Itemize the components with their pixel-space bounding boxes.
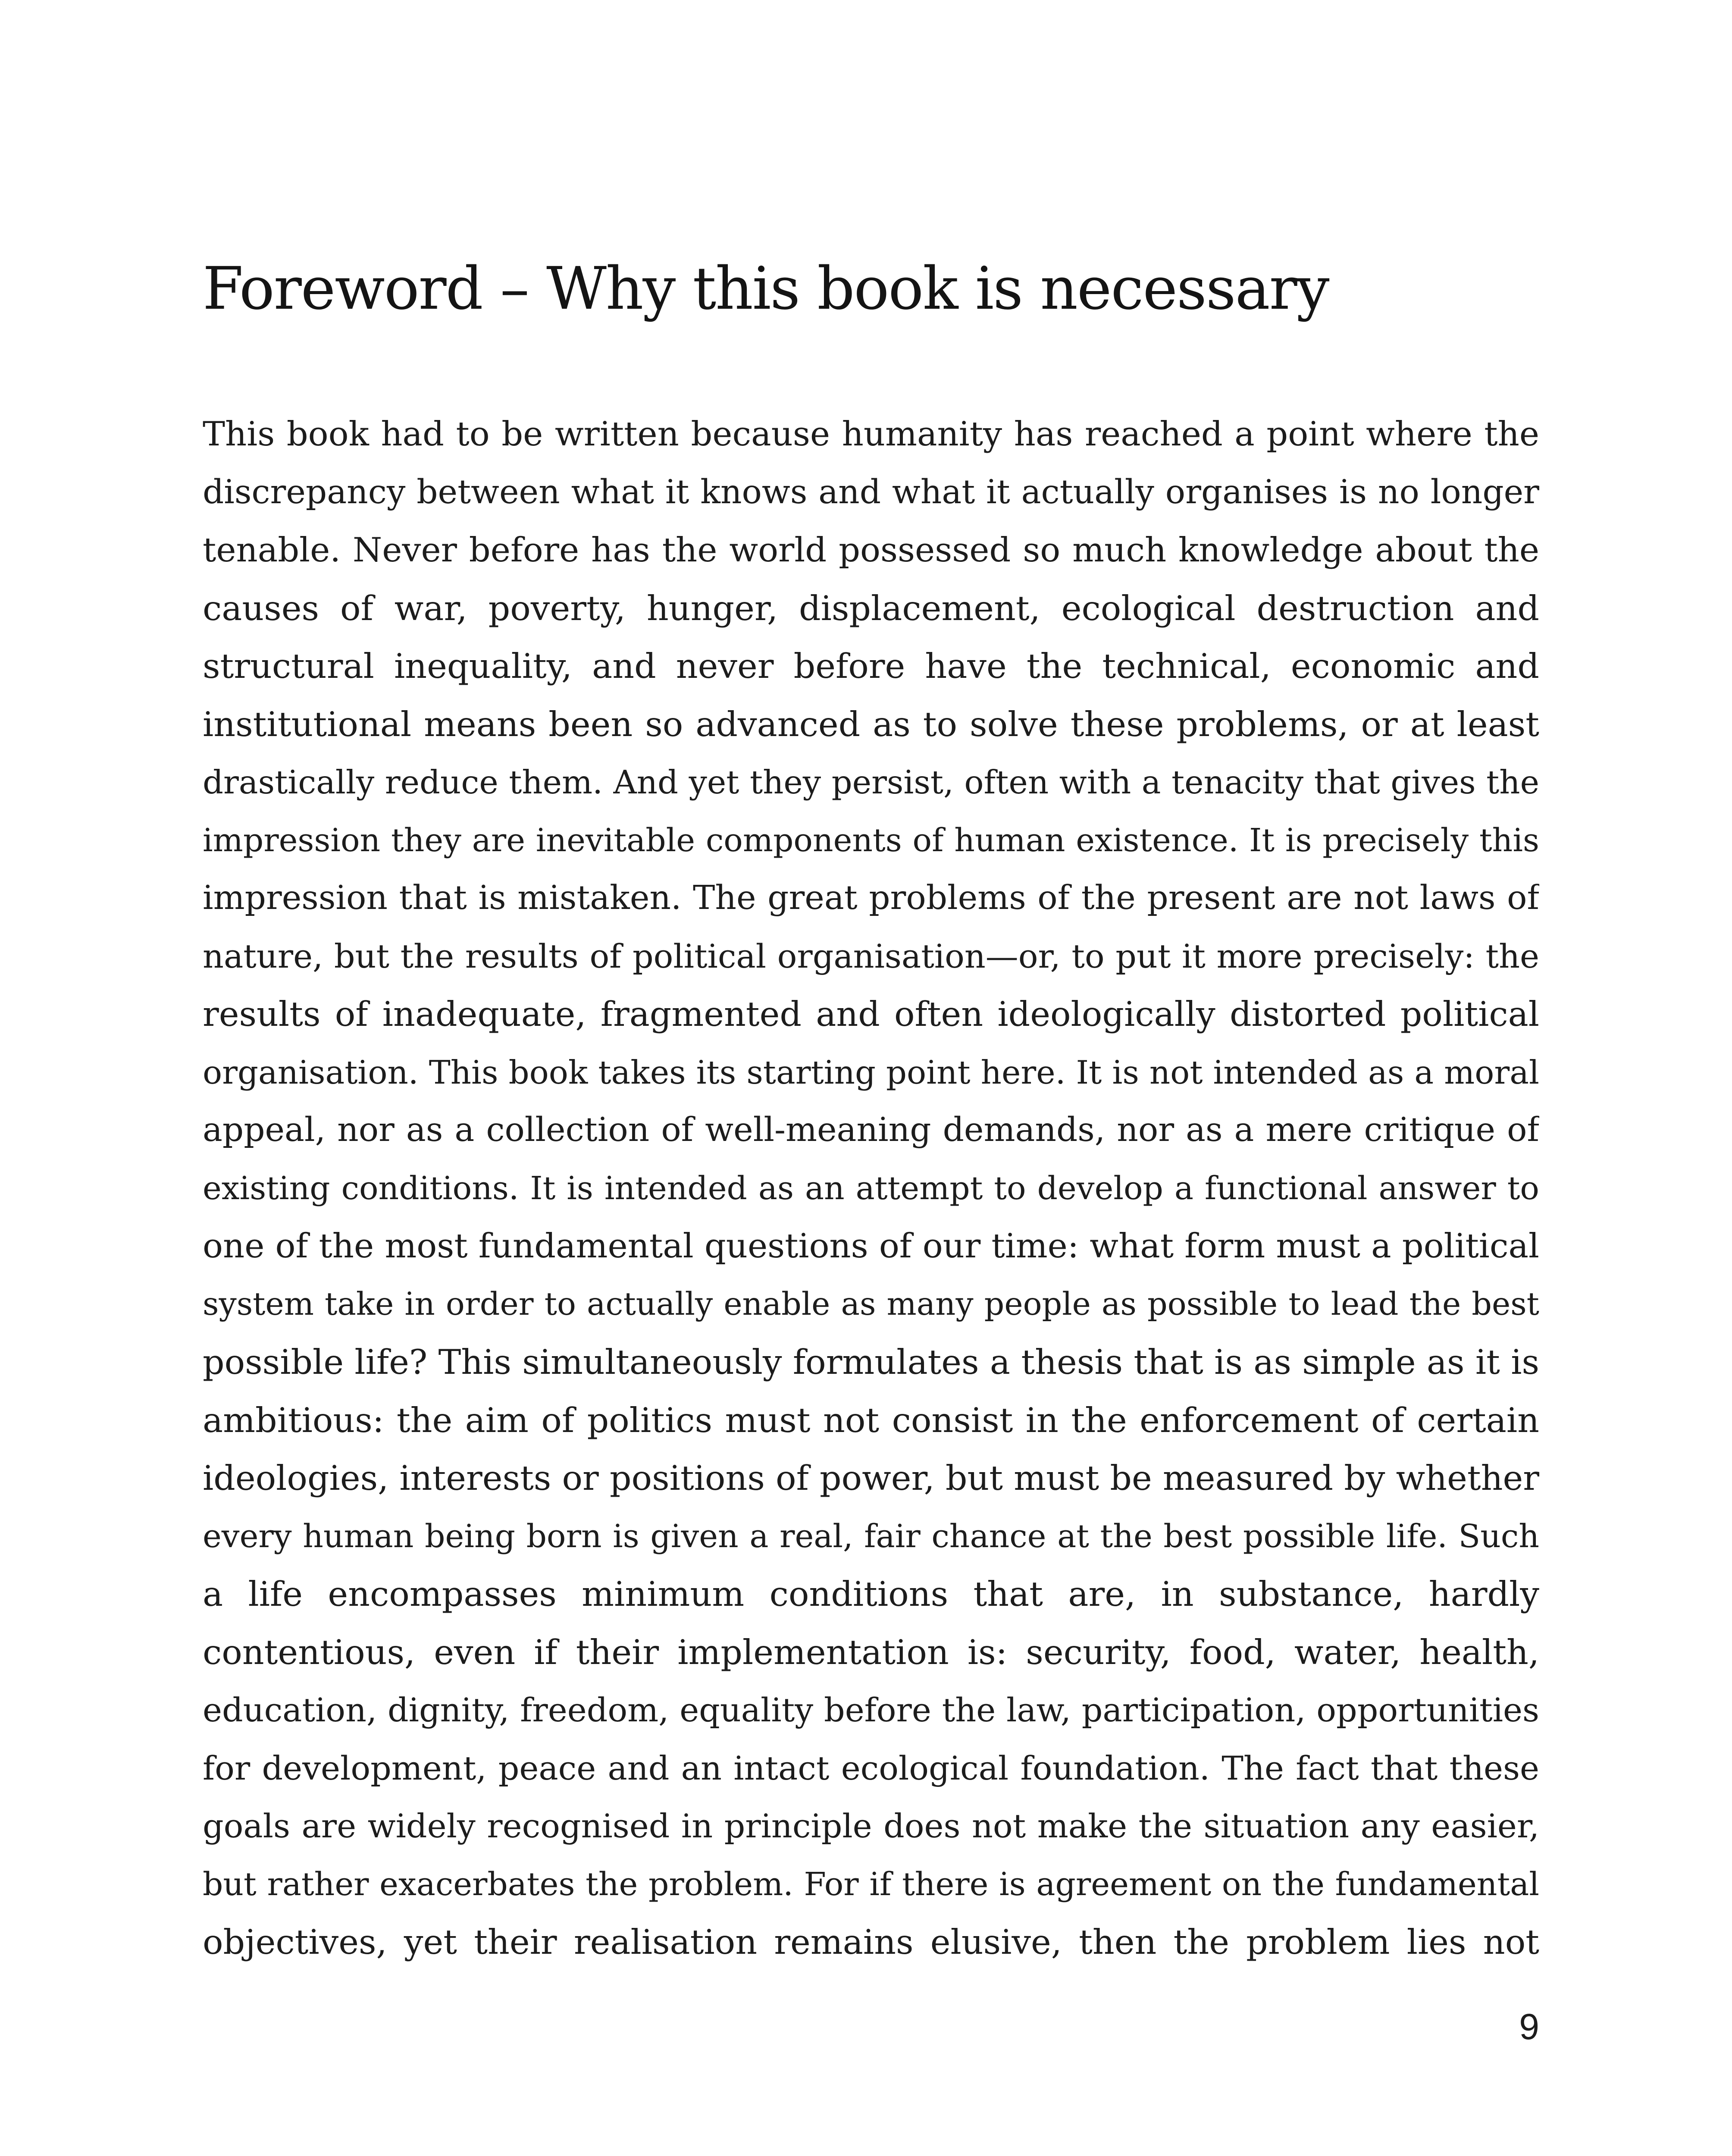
paragraph-line: a life encompasses minimum conditions that are, in substance, hardly xyxy=(203,1574,1539,1614)
paragraph-line: impression they are inevitable components of human existence. It is precisely this xyxy=(203,821,1539,859)
paragraph-line: This book had to be written because humanity has reached a point where the xyxy=(203,415,1539,454)
paragraph-line: results of inadequate, fragmented and often ideologically distorted political xyxy=(203,994,1539,1034)
paragraph-line: every human being born is given a real, fair chance at the best possible life. Such xyxy=(203,1517,1539,1555)
paragraph-line: system take in order to actually enable as many people as possible to lead the best xyxy=(203,1285,1539,1322)
paragraph-line: drastically reduce them. And yet they persist, often with a tenacity that gives the xyxy=(203,763,1539,801)
paragraph-line: impression that is mistaken. The great problems of the present are not laws of xyxy=(203,879,1539,917)
paragraph-line: ideologies, interests or positions of power, but must be measured by whether xyxy=(203,1458,1539,1498)
paragraph-line: existing conditions. It is intended as an attempt to develop a functional answer to xyxy=(203,1169,1539,1207)
paragraph-line: nature, but the results of political organisation—or, to put it more precisely: the xyxy=(203,937,1539,975)
paragraph-line: for development, peace and an intact ecological foundation. The fact that these xyxy=(203,1749,1539,1787)
paragraph-line: contentious, even if their implementation is: security, food, water, health, xyxy=(203,1632,1539,1672)
paragraph-line: appeal, nor as a collection of well-meaning demands, nor as a mere critique of xyxy=(203,1111,1539,1149)
paragraph-line: tenable. Never before has the world possessed so much knowledge about the xyxy=(203,531,1539,570)
page-number: 9 xyxy=(1519,2006,1539,2047)
paragraph-line: goals are widely recognised in principle does not make the situation any easier, xyxy=(203,1807,1539,1845)
paragraph-line: objectives, yet their realisation remains elusive, then the problem lies not xyxy=(203,1922,1539,1962)
paragraph-line: education, dignity, freedom, equality before the law, participation, opportunities xyxy=(203,1691,1539,1729)
paragraph-line: structural inequality, and never before have the technical, economic and xyxy=(203,646,1539,686)
paragraph-line: one of the most fundamental questions of our time: what form must a political xyxy=(203,1227,1539,1266)
paragraph-line: ambitious: the aim of politics must not consist in the enforcement of certain xyxy=(203,1400,1539,1440)
paragraph-line: organisation. This book takes its starting point here. It is not intended as a moral xyxy=(203,1053,1539,1091)
paragraph-line: discrepancy between what it knows and what it actually organises is no longer xyxy=(203,473,1539,511)
paragraph-line: causes of war, poverty, hunger, displacement, ecological destruction and xyxy=(203,588,1539,628)
chapter-heading: Foreword – Why this book is necessary xyxy=(203,255,1329,323)
paragraph-line: institutional means been so advanced as to solve these problems, or at least xyxy=(203,704,1539,744)
paragraph-line: possible life? This simultaneously formulates a thesis that is as simple as it is xyxy=(203,1342,1539,1382)
body-paragraph xyxy=(203,405,1539,1971)
paragraph-line: but rather exacerbates the problem. For if there is agreement on the fundamental xyxy=(203,1865,1539,1903)
